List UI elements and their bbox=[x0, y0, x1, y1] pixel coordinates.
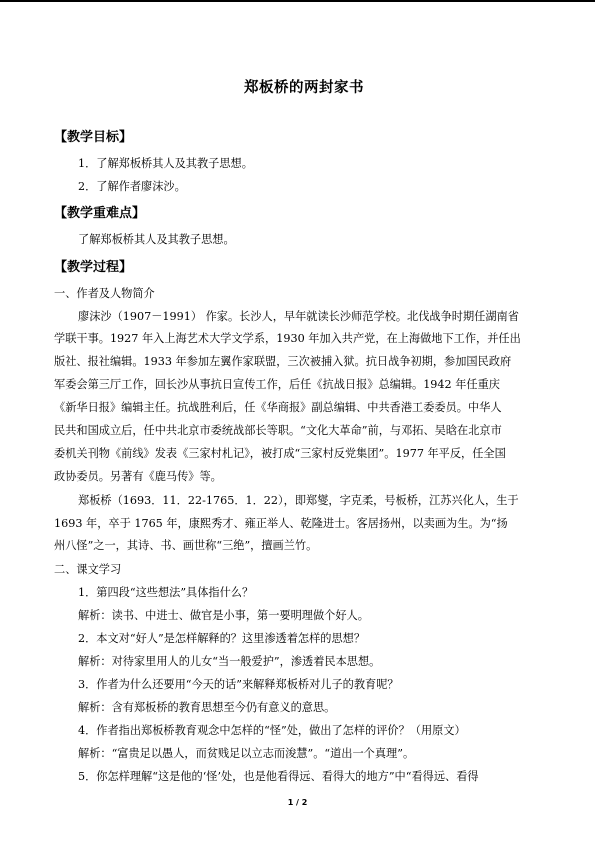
answer: 解析：“富贵足以愚人，而贫贱足以立志而浚慧”。“道出一个真理”。 bbox=[78, 747, 415, 760]
question: 4．作者指出郑板桥教育观念中怎样的“怪”处，做出了怎样的评价？（用原文） bbox=[78, 724, 466, 737]
liao-bio-line: 《新华日报》编辑主任。抗战胜利后，任《华商报》副总编辑、中共香港工委委员。中华人 bbox=[54, 401, 502, 414]
document-title: 郑板桥的两封家书 bbox=[244, 80, 364, 96]
liao-bio-line: 委机关刊物《前线》发表《三家村札记》，被打成“三家村反党集团”。1977 年平反，任全国 bbox=[54, 447, 506, 460]
page-number: 1 / 2 bbox=[287, 798, 308, 807]
question: 5．你怎样理解“这是他的‘怪’处，也是他看得远、看得大的地方”中“看得远、看得 bbox=[78, 770, 479, 783]
answer: 解析：读书、中进士、做官是小事，第一要明理做个好人。 bbox=[78, 609, 369, 622]
liao-bio-line: 学联干事。1927 年入上海艺术大学文学系，1930 年加入共产党，在上海做地下工作，并任出 bbox=[54, 332, 521, 345]
goal-item: 1．了解郑板桥其人及其教子思想。 bbox=[78, 157, 253, 170]
section-heading-goals: 【教学目标】 bbox=[54, 130, 133, 145]
liao-bio-line: 廖沫沙（1907－1991） 作家。长沙人，早年就读长沙师范学校。北伐战争时期任湖南省 bbox=[78, 310, 519, 323]
question: 2．本文对“好人”是怎样解释的？这里渗透着怎样的思想？ bbox=[78, 632, 366, 645]
liao-bio-line: 军委会第三厅工作，回长沙从事抗日宣传工作，后任《抗战日报》总编辑。1942 年任重庆 bbox=[54, 378, 500, 391]
goal-item: 2．了解作者廖沫沙。 bbox=[78, 180, 186, 193]
answer: 解析：含有郑板桥的教育思想至今仍有意义的意思。 bbox=[78, 701, 336, 714]
liao-bio-line: 政协委员。另著有《鹿马传》等。 bbox=[54, 470, 222, 483]
section-heading-key-points: 【教学重难点】 bbox=[54, 206, 146, 221]
zheng-bio-line: 郑板桥（1693．11．22-1765．1．22），即郑燮，字克柔，号板桥，江苏兴化人，生于 bbox=[78, 494, 519, 507]
liao-bio-line: 民共和国成立后，任中共北京市委统战部长等职。“文化大革命”前，与邓拓、吴晗在北京市 bbox=[54, 424, 502, 437]
key-points-text: 了解郑板桥其人及其教子思想。 bbox=[78, 233, 235, 246]
question: 1．第四段“这些想法”具体指什么？ bbox=[78, 586, 254, 599]
section-heading-process: 【教学过程】 bbox=[54, 260, 133, 275]
zheng-bio-line: 1693 年，卒于 1765 年，康熙秀才、雍正举人、乾隆进士。客居扬州，以卖画为生。为“扬 bbox=[54, 517, 508, 530]
part-heading: 一、作者及人物简介 bbox=[54, 287, 155, 300]
header-rule bbox=[0, 0, 595, 2]
part-heading: 二、课文学习 bbox=[54, 563, 122, 576]
question: 3．作者为什么还要用“今天的话”来解释郑板桥对儿子的教育呢？ bbox=[78, 678, 399, 691]
answer: 解析：对待家里用人的儿女“当一般爱护”，渗透着民本思想。 bbox=[78, 655, 381, 668]
liao-bio-line: 版社、报社编辑。1933 年参加左翼作家联盟，三次被捕入狱。抗日战争初期，参加国民政府 bbox=[54, 355, 512, 368]
zheng-bio-line: 州八怪”之一，其诗、书、画世称“三绝”，擅画兰竹。 bbox=[54, 539, 318, 552]
